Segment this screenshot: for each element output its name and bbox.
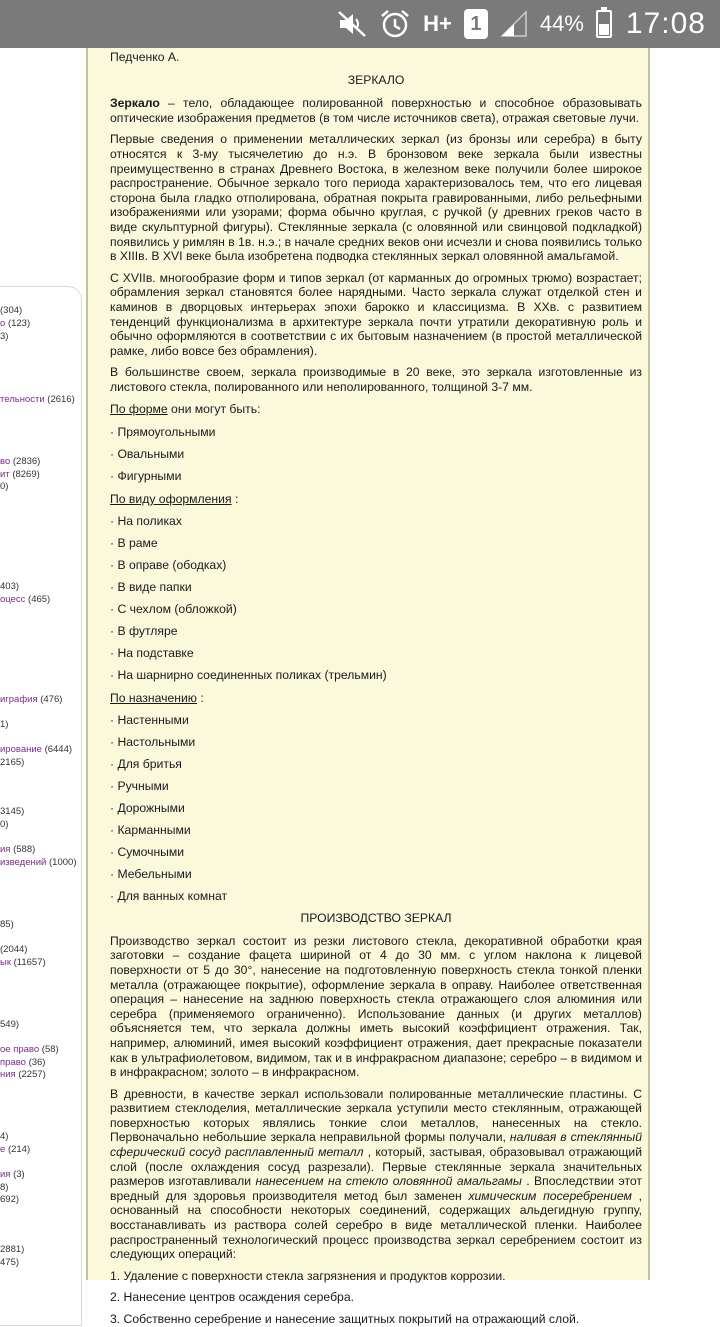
list-item: · Прямоугольными bbox=[110, 425, 216, 440]
sidebar-category-count: 403) bbox=[0, 581, 20, 592]
sidebar-category-count: 85) bbox=[0, 919, 14, 930]
sidebar-category-count: 3) bbox=[0, 331, 9, 342]
list-item: · Настенными bbox=[110, 713, 189, 728]
list-item: · Для ванных комнат bbox=[110, 889, 228, 904]
article-title: ЗЕРКАЛО bbox=[347, 72, 405, 87]
design-list bbox=[110, 514, 642, 682]
purpose-label-rest: : bbox=[196, 690, 204, 705]
sim-icon: 1 bbox=[464, 9, 488, 39]
sidebar-category-item[interactable] bbox=[0, 844, 35, 855]
sidebar-category-count: (588) bbox=[13, 844, 36, 855]
production-paragraph-1: Производство зеркал состоит из резки листового стекла, декоративной обработки края заготовки – создание фацета шириной от 4 до 30 мм. с углом наклона к лицевой поверхности от 5 до 30°, нанесение на подготовленную поверхность стекла тонкой пленки металла (отражающее покрытие), оформление зеркала в оправу. Наиболее ответственная операция – нанесение на заднюю поверхность стекла отражающего слоя алюминия или серебра (применяемого ограниченно). Использование данных (и других металлов) объясняется тем, что зеркала должны иметь высокий коэффициент отражения. Так, например, алюминий, имея высокий коэффициент отражения, дает прекрасные показатели как в ультрафиолетовом, видимом, так и в инфракрасном диапазоне; серебро – в видимом и в инфракрасном; золото – в инфракрасном. bbox=[110, 933, 642, 1080]
sidebar-category-item[interactable] bbox=[0, 394, 75, 405]
prod-text-b: , который, застывая, образовывал отражающий слой (после охлаждения сосуд разрезали). Первые стеклянные зеркала значительных размеров изготавливали bbox=[110, 1145, 643, 1189]
sidebar-category-count: 1) bbox=[0, 719, 9, 730]
prod-text-c: . Впоследствии этот вредный для здоровья производителя метод был заменен bbox=[110, 1174, 642, 1203]
sidebar-category-count: (1000) bbox=[49, 857, 77, 868]
clock-time: 17:08 bbox=[625, 7, 706, 40]
list-item: · В оправе (ободках) bbox=[110, 558, 227, 573]
prod-italic-3: химическим посеребрением bbox=[468, 1188, 632, 1203]
sidebar-category-count: 3145) bbox=[0, 806, 25, 817]
mute-icon bbox=[337, 10, 367, 38]
sidebar-category-count: (2616) bbox=[47, 394, 75, 405]
intro-text: – тело, обладающее полированной поверхностью и способное образовывать оптические изображения предметов (в том числе источников света), отражая световые лучи. bbox=[110, 96, 642, 125]
sidebar-category-count: (3) bbox=[13, 1169, 25, 1180]
sidebar-category-link[interactable]: во bbox=[0, 456, 11, 467]
sidebar-category-count: 8) bbox=[0, 1182, 9, 1193]
sidebar-category-item[interactable] bbox=[0, 744, 72, 755]
sidebar-category-item[interactable] bbox=[0, 331, 8, 342]
sidebar-category-link[interactable]: ое право bbox=[0, 1044, 40, 1055]
battery-icon bbox=[596, 10, 612, 38]
sidebar-category-item[interactable] bbox=[0, 819, 8, 830]
design-heading bbox=[110, 492, 642, 507]
sidebar-category-item[interactable] bbox=[0, 944, 27, 955]
purpose-heading bbox=[110, 691, 642, 706]
sidebar-category-count: (214) bbox=[7, 1144, 31, 1155]
sidebar-category-item[interactable] bbox=[0, 957, 46, 968]
xx-century-paragraph: В большинстве своем, зеркала производимые в 20 веке, это зеркала изготовленные из листового стекла, полированного или неполированного, толщиной 3-7 мм. bbox=[110, 365, 642, 394]
step-item: 2. Нанесение центров осаждения серебра. bbox=[110, 1290, 354, 1305]
list-item: · В виде папки bbox=[110, 580, 192, 595]
sidebar-category-count: (2836) bbox=[12, 456, 41, 467]
sidebar-category-link[interactable]: ния bbox=[0, 1069, 16, 1080]
sidebar-category-count: (476) bbox=[40, 694, 63, 705]
sidebar-category-count: (11657) bbox=[13, 957, 46, 968]
sidebar-category-count: 0) bbox=[0, 819, 9, 830]
sidebar-category-count: (2257) bbox=[18, 1069, 46, 1080]
list-item: · В раме bbox=[110, 536, 158, 551]
sidebar-category-item[interactable] bbox=[0, 1019, 19, 1030]
sidebar-category-item[interactable] bbox=[0, 919, 14, 930]
design-label-rest: : bbox=[231, 491, 239, 506]
signal-icon bbox=[500, 10, 528, 38]
purpose-list bbox=[110, 713, 642, 903]
sidebar-category-link[interactable]: играфия bbox=[0, 694, 38, 705]
sidebar-category-link[interactable]: ия bbox=[0, 1169, 11, 1180]
sidebar-category-item[interactable] bbox=[0, 594, 50, 605]
sidebar-category-item[interactable] bbox=[0, 1182, 8, 1193]
sidebar-category-item[interactable] bbox=[0, 1069, 46, 1080]
sidebar-category-count: 4) bbox=[0, 1131, 9, 1142]
article-content bbox=[86, 48, 650, 1326]
production-paragraph-2 bbox=[110, 1087, 642, 1262]
sidebar-category-count: (8269) bbox=[12, 469, 40, 480]
list-item: · Мебельными bbox=[110, 867, 192, 882]
sidebar-category-item[interactable] bbox=[0, 806, 24, 817]
sidebar-category-link[interactable]: о bbox=[0, 318, 6, 329]
sidebar-category-link[interactable]: ирование bbox=[0, 744, 42, 755]
list-item: · Овальными bbox=[110, 447, 185, 462]
sidebar-category-count: (2044) bbox=[0, 944, 28, 955]
sidebar-category-item[interactable] bbox=[0, 757, 24, 768]
sidebar-category-item[interactable] bbox=[0, 1194, 19, 1205]
list-item: · На шарнирно соединенных поликах (трельмин) bbox=[110, 668, 387, 683]
list-item: · Настольными bbox=[110, 735, 196, 750]
prod-italic-1: наливая в стеклянный сферический сосуд расплавленный металл bbox=[110, 1130, 642, 1160]
prod-italic-2: нанесением на стекло оловянной амальгамы bbox=[255, 1174, 522, 1189]
sidebar-category-link[interactable]: изведений bbox=[0, 857, 47, 868]
purpose-label: По назначению bbox=[110, 690, 197, 705]
sidebar-category-count: (465) bbox=[28, 594, 51, 605]
sidebar-category-item[interactable] bbox=[0, 581, 19, 592]
list-item: · На поликах bbox=[110, 514, 182, 529]
sidebar-category-item[interactable] bbox=[0, 318, 30, 329]
step-item: 1. Удаление с поверхности стекла загрязнения и продуктов коррозии. bbox=[110, 1268, 506, 1283]
xvii-paragraph: С XVIIв. многообразие форм и типов зеркал (от карманных до огромных трюмо) возрастает; обрамления зеркал становятся более нарядными. Часто зеркала служат отделкой стен и каминов в дворцовых интерьерах эпохи барокко и классицизма. В XXв. с развитием тенденций функционализма в архитектуре зеркала почти утратили декоративную роль и обычно оформляются в соответствии с их бытовым назначением (в простой металлической рамке, либо вовсе без обрамления). bbox=[110, 270, 642, 358]
sidebar-category-link[interactable]: право bbox=[0, 1057, 26, 1068]
sidebar-category-link[interactable]: тельности bbox=[0, 394, 45, 405]
battery-percent: 44% bbox=[539, 11, 584, 36]
sidebar-category-count: (36) bbox=[28, 1057, 46, 1068]
prod-text-a: В древности, в качестве зеркал использовали полированные металлические пластины. С развитием стеклоделия, металлические зеркала уступили место стеклянным, отражающей поверхностью которых являлись тонкие слои металлов, нанесенных на стекло. Первоначально небольшие зеркала неправильной формы получали, bbox=[110, 1086, 642, 1145]
alarm-icon bbox=[379, 8, 411, 40]
form-label-rest: они могут быть: bbox=[167, 402, 261, 417]
sidebar-category-item[interactable] bbox=[0, 481, 8, 492]
sidebar-category-count: (6444) bbox=[44, 744, 73, 755]
sidebar-category-count: (123) bbox=[7, 318, 31, 329]
sidebar-category-link[interactable]: ия bbox=[0, 844, 11, 855]
sidebar-category-count: 475) bbox=[0, 1257, 20, 1268]
sidebar-category-count: (304) bbox=[0, 305, 23, 316]
sidebar-category-item[interactable] bbox=[0, 456, 40, 467]
network-h-plus-icon: H+ bbox=[423, 11, 452, 36]
list-item: · Ручными bbox=[110, 779, 169, 794]
sidebar-category-item[interactable] bbox=[0, 857, 76, 868]
list-item: · С чехлом (обложкой) bbox=[110, 602, 237, 617]
sidebar-category-item[interactable] bbox=[0, 469, 40, 480]
sidebar-category-item[interactable] bbox=[0, 719, 8, 730]
sidebar-category-count: 0) bbox=[0, 481, 9, 492]
sidebar-category-item[interactable] bbox=[0, 305, 22, 316]
sidebar-category-item[interactable] bbox=[0, 1244, 24, 1255]
list-item: · Для бритья bbox=[110, 757, 182, 772]
sidebar-category-count: 2165) bbox=[0, 757, 25, 768]
list-item: · Дорожными bbox=[110, 801, 185, 816]
design-label: По виду оформления bbox=[110, 491, 232, 506]
sidebar-category-item[interactable] bbox=[0, 1057, 45, 1068]
sidebar-category-link[interactable]: ык bbox=[0, 957, 11, 968]
sidebar-category-item[interactable] bbox=[0, 1257, 19, 1268]
sidebar-category-count: 2881) bbox=[0, 1244, 25, 1255]
sidebar-category-item[interactable] bbox=[0, 1044, 59, 1055]
form-heading bbox=[110, 402, 642, 417]
sidebar-category-link[interactable]: е bbox=[0, 1144, 6, 1155]
sidebar-category-count: 549) bbox=[0, 1019, 20, 1030]
sidebar-category-item[interactable] bbox=[0, 694, 62, 705]
history-paragraph: Первые сведения о применении металлических зеркал (из бронзы или серебра) в быту относятся к 3-му тысячелетию до н.э. В бронзовом веке зеркала были известны преимущественно в странах Древнего Востока, в железном веке получили более широкое распространение. Обычное зеркало того периода характеризовалось тем, что его лицевая сторона была гладко отполирована, обратная покрыта гравированными, либо рельефными изображениями или узорами; форма обычно круглая, с ручкой (у древних греков часто в виде скульптурной фигуры). Стеклянные зеркала (с оловянной или свинцовой подкладкой) появились у римлян в 1в. н.э.; в начале средних веков они исчезли и снова появились только в XIIIв. В XVI веке была изобретена подводка стеклянных зеркал оловянной амальгамой. bbox=[110, 132, 642, 264]
step-item: 3. Собственно серебрение и нанесение защитных покрытий на отражающий слой. bbox=[110, 1312, 580, 1326]
intro-paragraph bbox=[110, 96, 642, 125]
list-item: · Карманными bbox=[110, 823, 191, 838]
sidebar-category-item[interactable] bbox=[0, 1169, 25, 1180]
list-item: · В футляре bbox=[110, 624, 178, 639]
list-item: · Сумочными bbox=[110, 845, 185, 860]
prod-text-d: , основанный на способности некоторых соединений, содержащих альдегидную группу, восстанавливать из раствора солей серебро в виде металлической пленки. Наиболее распространенный технологический процесс производства зеркал серебрением состоит из следующих операций: bbox=[110, 1188, 642, 1262]
form-list bbox=[110, 425, 642, 484]
intro-term: Зеркало bbox=[110, 96, 160, 111]
list-item: · Фигурными bbox=[110, 469, 182, 484]
sidebar-category-item[interactable] bbox=[0, 1144, 30, 1155]
form-label: По форме bbox=[110, 402, 168, 417]
production-title: ПРОИЗВОДСТВО ЗЕРКАЛ bbox=[300, 911, 452, 926]
sidebar-category-link[interactable]: оцесс bbox=[0, 594, 26, 605]
sidebar-category-link[interactable]: ит bbox=[0, 469, 10, 480]
list-item: · На подставке bbox=[110, 646, 194, 661]
status-bar bbox=[0, 0, 720, 48]
sidebar-category-count: 692) bbox=[0, 1194, 20, 1205]
sidebar bbox=[0, 48, 84, 1280]
steps-list bbox=[110, 1269, 642, 1327]
sidebar-category-item[interactable] bbox=[0, 1131, 8, 1142]
article-author: Педченко А. bbox=[110, 50, 180, 64]
sidebar-category-count: (58) bbox=[41, 1044, 59, 1055]
